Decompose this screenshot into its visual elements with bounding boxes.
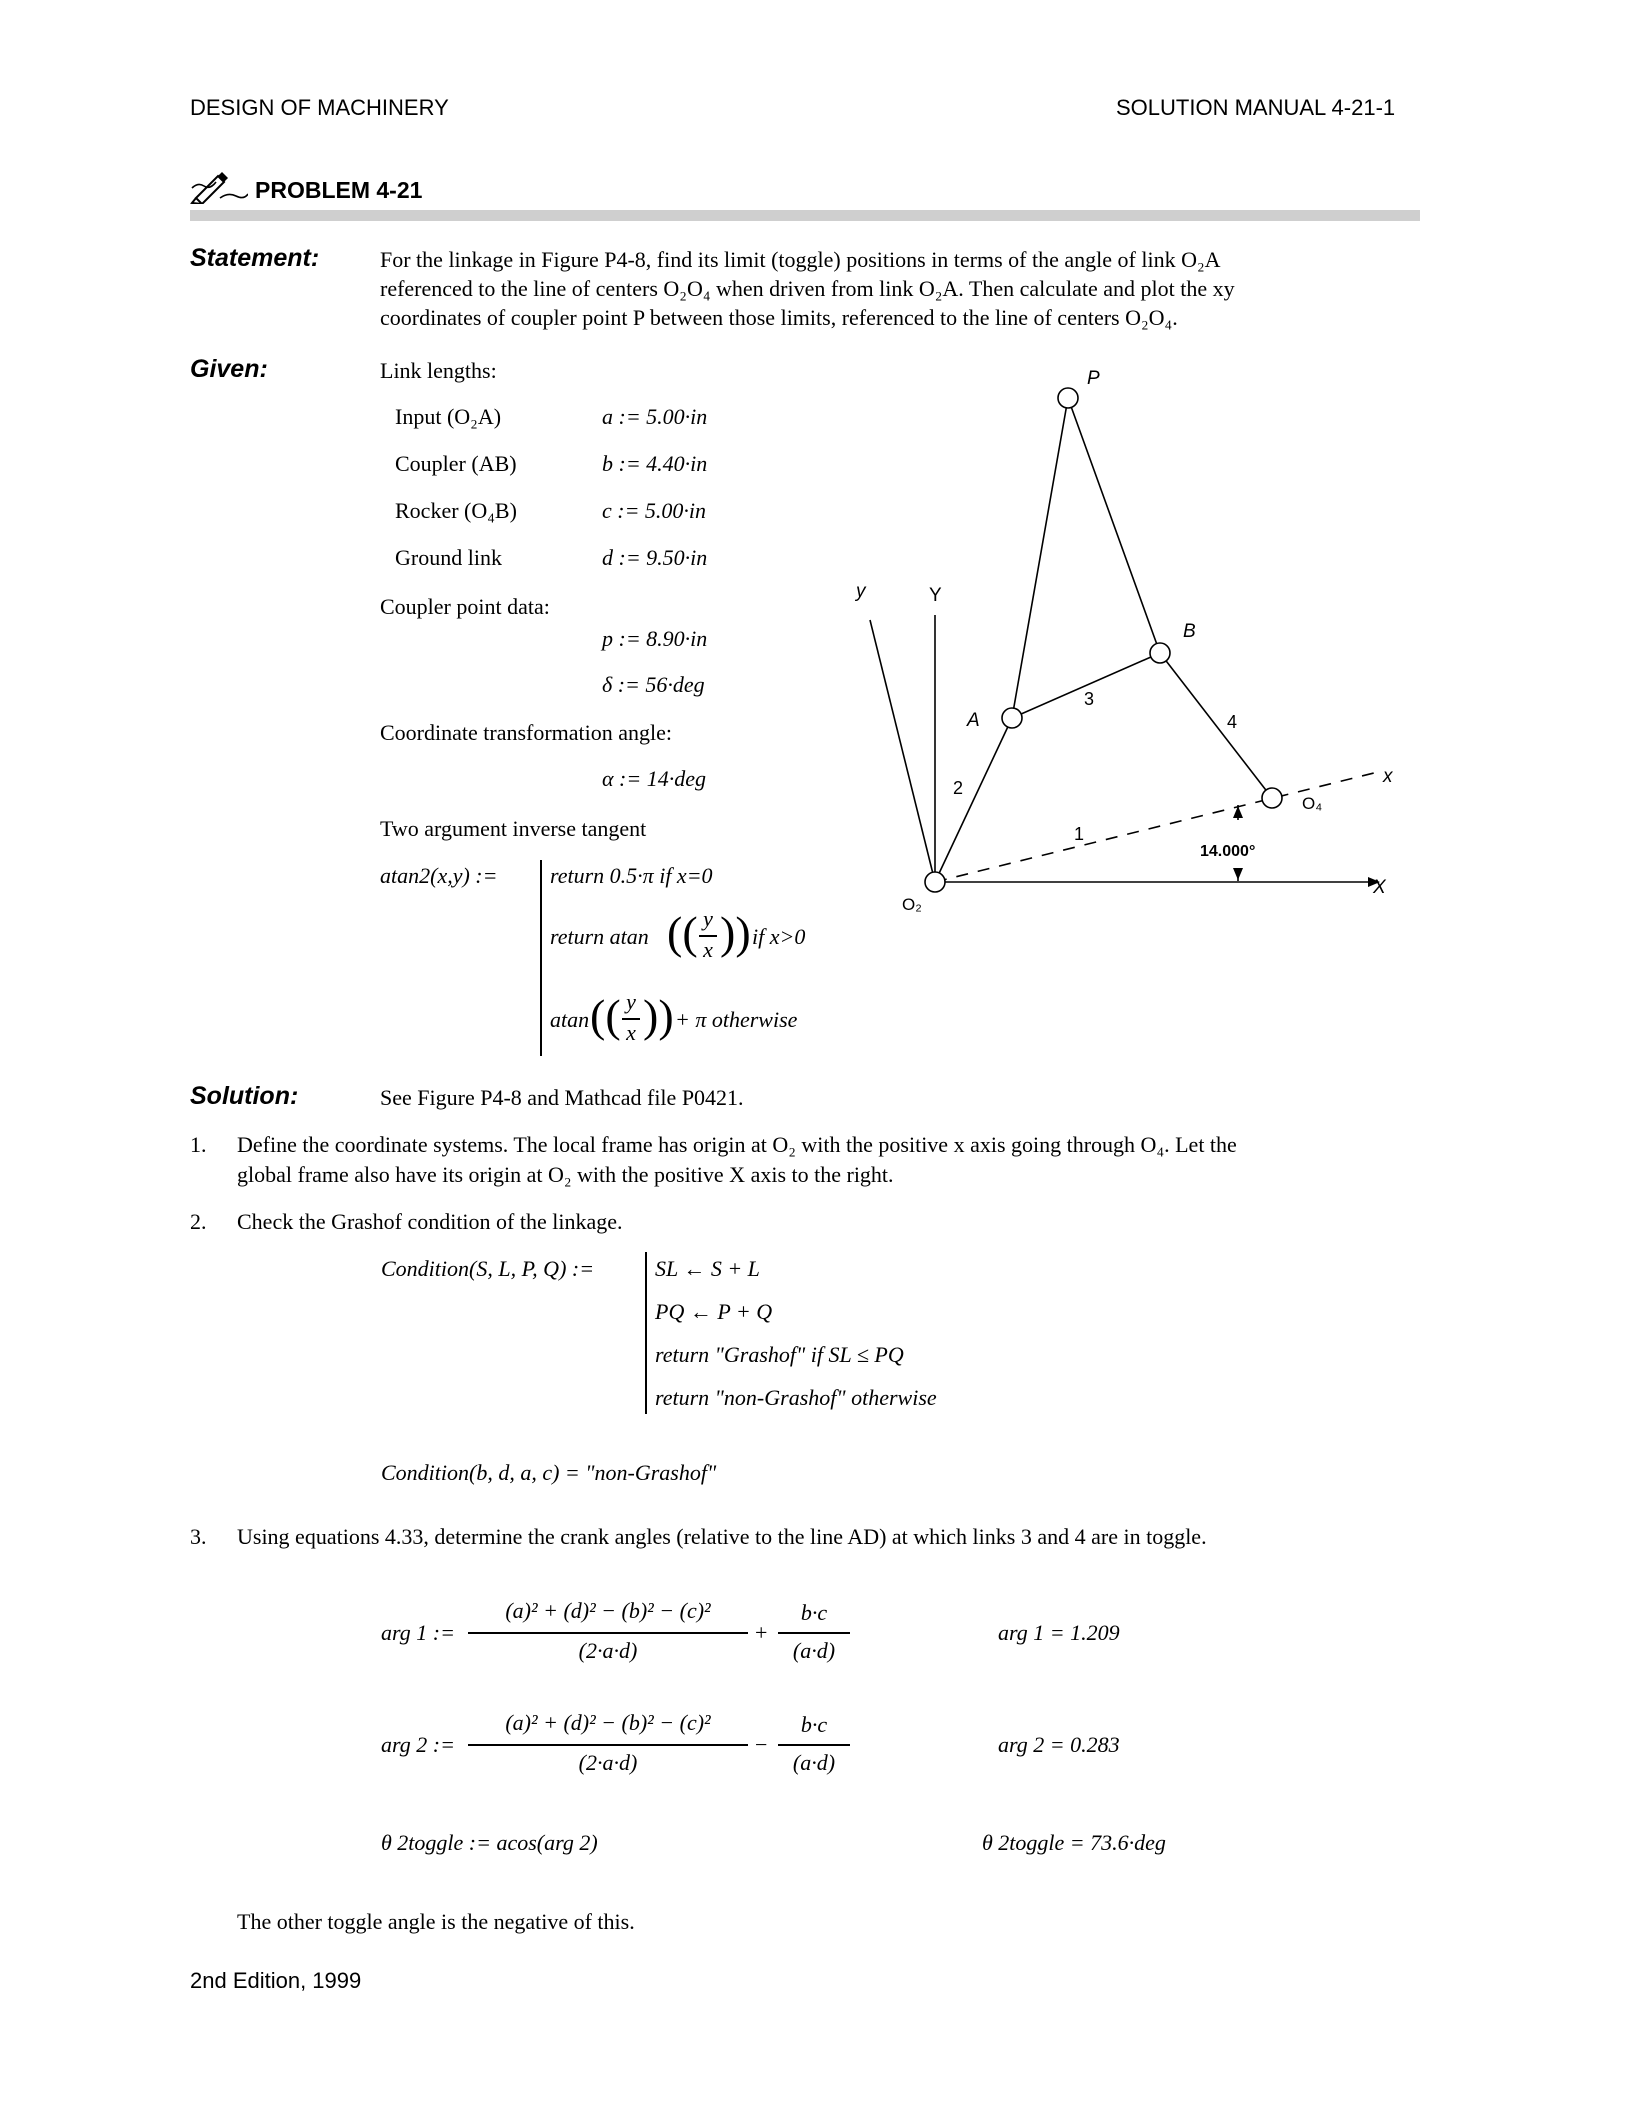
arg1-lhs: arg 1 := bbox=[381, 1620, 455, 1645]
link-ground-value: d := 9.50·in bbox=[602, 545, 708, 570]
condition-definition: Condition(S, L, P, Q) := bbox=[381, 1256, 595, 1281]
atan-definition: atan2(x,y) := bbox=[380, 863, 498, 888]
label-b: B bbox=[1183, 621, 1196, 642]
coupler-b-p bbox=[1068, 398, 1160, 653]
arg1-bc-line bbox=[778, 1632, 850, 1634]
statement-line-3: coordinates of coupler point P between those limits, referenced to the line of centers O₂O₄. bbox=[380, 305, 1178, 330]
link-ground-name: Ground link bbox=[395, 545, 502, 570]
label-o2: O₂ bbox=[902, 895, 922, 914]
atan-close-paren-2: )) bbox=[643, 990, 674, 1041]
arg1-bc-numerator: b·c bbox=[800, 1600, 828, 1625]
arg2-bc-denominator: (a·d) bbox=[792, 1750, 836, 1775]
arg2-numerator: (a)² + (d)² − (b)² − (c)² bbox=[505, 1710, 711, 1735]
arg2-result: arg 2 = 0.283 bbox=[998, 1732, 1120, 1757]
arg2-fraction-line bbox=[468, 1744, 748, 1746]
given-label: Given: bbox=[190, 355, 268, 383]
link-input-name: Input (O₂A) bbox=[395, 404, 502, 429]
arg2-lhs: arg 2 := bbox=[381, 1732, 455, 1757]
theta-toggle-definition: θ 2toggle := acos(arg 2) bbox=[381, 1830, 598, 1855]
arg1-denominator: (2·a·d) bbox=[578, 1638, 638, 1663]
step-1-line-2: global frame also have its origin at O₂ with the positive X axis to the right. bbox=[237, 1162, 894, 1187]
link-coupler-value: b := 4.40·in bbox=[602, 451, 708, 476]
atan-program-bar bbox=[540, 860, 542, 1056]
condition-line-2: PQ ← P + Q bbox=[655, 1299, 773, 1324]
atan-frac-den-2: x bbox=[626, 1020, 636, 1045]
atan-line-3-pre: atan bbox=[550, 1007, 590, 1032]
atan-close-paren-1: )) bbox=[720, 907, 751, 958]
condition-line-1: SL ← S + L bbox=[655, 1256, 760, 1281]
link-input-value: a := 5.00·in bbox=[602, 404, 708, 429]
atan-frac-den-1: x bbox=[703, 937, 713, 962]
atan-frac-num-2: y bbox=[626, 989, 636, 1014]
atan-open-paren-2: (( bbox=[590, 990, 621, 1041]
arg2-denominator: (2·a·d) bbox=[578, 1750, 638, 1775]
link-rocker-name: Rocker (O₄B) bbox=[395, 498, 517, 523]
statement-line-2: referenced to the line of centers O₂O₄ when driven from link O₂A. Then calculate and plot the xy bbox=[380, 276, 1235, 301]
link-coupler-name: Coupler (AB) bbox=[395, 451, 517, 476]
alpha-value: α := 14·deg bbox=[602, 766, 706, 791]
local-x-axis bbox=[935, 771, 1382, 882]
step-1-line-1: Define the coordinate systems. The local frame has origin at O₂ with the positive x axis going through O₄. Let the bbox=[237, 1132, 1237, 1157]
theta-toggle-result: θ 2toggle = 73.6·deg bbox=[982, 1830, 1166, 1855]
joint-p bbox=[1058, 388, 1078, 408]
linkage-figure bbox=[840, 360, 1400, 920]
delta-value: δ := 56·deg bbox=[602, 672, 705, 697]
link-4 bbox=[1160, 653, 1272, 798]
label-local-y: y bbox=[856, 581, 866, 602]
atan-open-paren-1: (( bbox=[667, 907, 698, 958]
atan-frac-num-1: y bbox=[703, 906, 713, 931]
condition-program-bar bbox=[645, 1252, 647, 1414]
step-3-text: Using equations 4.33, determine the crank angles (relative to the line AD) at which links 3 and 4 are in toggle. bbox=[237, 1524, 1207, 1549]
step-2-text: Check the Grashof condition of the linkage. bbox=[237, 1209, 623, 1234]
coupler-a-p bbox=[1012, 398, 1068, 718]
p-value: p := 8.90·in bbox=[602, 626, 708, 651]
joint-b bbox=[1150, 643, 1170, 663]
solution-intro: See Figure P4-8 and Mathcad file P0421. bbox=[380, 1085, 744, 1110]
label-p: P bbox=[1087, 368, 1100, 389]
label-angle: 14.000° bbox=[1200, 843, 1256, 860]
joint-o2 bbox=[925, 872, 945, 892]
solution-label: Solution: bbox=[190, 1082, 299, 1110]
arg2-bc-numerator: b·c bbox=[800, 1712, 828, 1737]
header-right: SOLUTION MANUAL 4-21-1 bbox=[1116, 95, 1396, 120]
transform-angle-title: Coordinate transformation angle: bbox=[380, 720, 673, 745]
label-global-x: X bbox=[1373, 877, 1386, 898]
statement-line-1: For the linkage in Figure P4-8, find its limit (toggle) positions in terms of the angle of link O₂A bbox=[380, 247, 1221, 272]
arg1-result: arg 1 = 1.209 bbox=[998, 1620, 1120, 1645]
label-global-y: Y bbox=[929, 585, 942, 606]
link-rocker-value: c := 5.00·in bbox=[602, 498, 707, 523]
link-2 bbox=[935, 718, 1012, 882]
arg1-fraction-line bbox=[468, 1632, 748, 1634]
condition-result: Condition(b, d, a, c) = "non-Grashof" bbox=[381, 1460, 717, 1485]
statement-label: Statement: bbox=[190, 244, 320, 272]
label-link-3: 3 bbox=[1084, 689, 1095, 709]
pencil-writing-icon bbox=[190, 168, 248, 209]
label-o4: O₄ bbox=[1302, 794, 1323, 813]
coupler-point-title: Coupler point data: bbox=[380, 594, 550, 619]
header-left: DESIGN OF MACHINERY bbox=[190, 95, 449, 120]
step-1-number: 1. bbox=[190, 1132, 207, 1157]
atan-line-2-pre: return atan bbox=[550, 924, 649, 949]
atan-line-3-post: + π otherwise bbox=[675, 1007, 798, 1032]
label-link-4: 4 bbox=[1227, 712, 1238, 732]
problem-title: PROBLEM 4-21 bbox=[255, 177, 423, 203]
atan-title: Two argument inverse tangent bbox=[380, 816, 647, 841]
link-lengths-title: Link lengths: bbox=[380, 358, 497, 383]
arg2-minus: − bbox=[755, 1732, 768, 1757]
footer-edition: 2nd Edition, 1999 bbox=[190, 1968, 362, 1993]
angle-arrow-bottom bbox=[1233, 868, 1243, 880]
joint-a bbox=[1002, 708, 1022, 728]
title-divider bbox=[190, 210, 1420, 221]
label-a: A bbox=[967, 710, 980, 731]
joint-o4 bbox=[1262, 788, 1282, 808]
label-link-1: 1 bbox=[1074, 824, 1085, 844]
atan-line-2-post: if x>0 bbox=[752, 924, 806, 949]
closing-text: The other toggle angle is the negative of this. bbox=[237, 1909, 635, 1934]
arg1-numerator: (a)² + (d)² − (b)² − (c)² bbox=[505, 1598, 711, 1623]
arg1-bc-denominator: (a·d) bbox=[792, 1638, 836, 1663]
arg2-bc-line bbox=[778, 1744, 850, 1746]
step-2-number: 2. bbox=[190, 1209, 207, 1234]
condition-line-3: return "Grashof" if SL ≤ PQ bbox=[655, 1342, 904, 1367]
arg1-plus: + bbox=[755, 1620, 768, 1645]
local-y-axis bbox=[870, 620, 935, 882]
label-link-2: 2 bbox=[953, 778, 964, 798]
atan-line-1: return 0.5·π if x=0 bbox=[550, 863, 713, 888]
label-local-x: x bbox=[1383, 766, 1393, 787]
step-3-number: 3. bbox=[190, 1524, 207, 1549]
condition-line-4: return "non-Grashof" otherwise bbox=[655, 1385, 937, 1410]
